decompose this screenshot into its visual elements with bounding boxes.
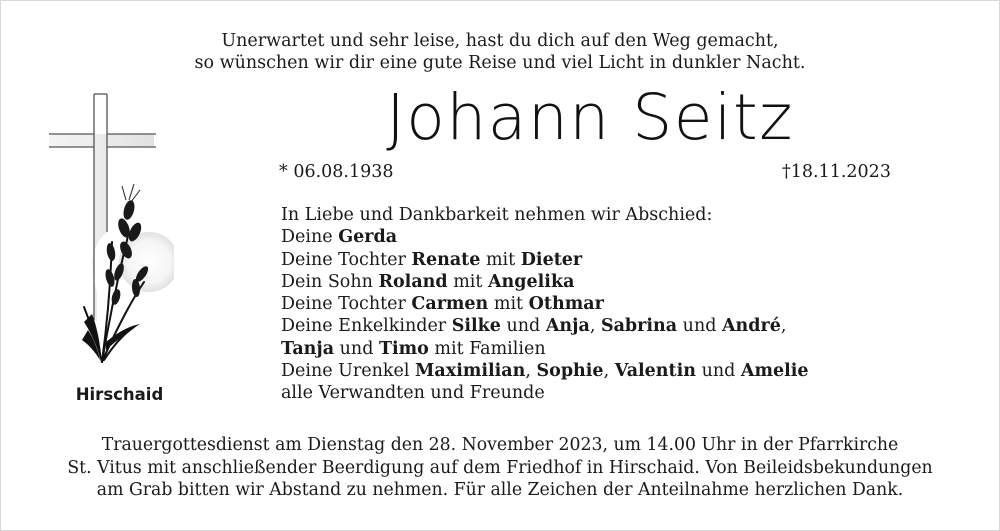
mourner-name: Sophie: [536, 361, 604, 382]
cross-with-wheat-icon: [44, 92, 174, 367]
death-cross-icon: †: [782, 162, 791, 182]
mourner-text: und: [696, 361, 741, 382]
mourner-text: ,: [780, 316, 787, 337]
mourner-line: [281, 315, 809, 337]
funeral-notice-line-2: St. Vitus mit anschließender Beerdigung auf dem Friedhof in Hirschaid. Von Beileidsbekundungen: [67, 457, 933, 478]
mourner-text: mit: [488, 294, 529, 315]
mourner-line: [281, 382, 809, 404]
mourner-text: Dein Sohn: [281, 271, 379, 292]
funeral-notice-line-3: am Grab bitten wir Abstand zu nehmen. Für alle Zeichen der Anteilnahme herzlichen Dank.: [96, 480, 904, 500]
deceased-name: Johann Seitz: [386, 81, 794, 154]
birth-star-icon: *: [279, 162, 288, 182]
mourner-line: [281, 293, 809, 315]
death-date: [782, 162, 891, 182]
poem: [150, 30, 850, 74]
mourner-name: Amelie: [740, 361, 809, 382]
mourner-name: Timo: [378, 338, 429, 359]
mourner-text: Deine Tochter: [281, 249, 412, 270]
mourner-line: [281, 360, 809, 382]
mourner-line: [281, 249, 809, 271]
birth-date-value: 06.08.1938: [293, 162, 394, 182]
poem-line-1: Unerwartet und sehr leise, hast du dich auf den Weg gemacht,: [221, 31, 779, 51]
mourner-text: mit: [480, 249, 521, 270]
mourner-text: alle Verwandten und Freunde: [281, 383, 545, 404]
mourner-name: Renate: [411, 249, 481, 270]
mourner-text: Deine Tochter: [281, 294, 412, 315]
funeral-notice: [60, 434, 940, 502]
mourner-text: und: [677, 316, 722, 337]
mourner-name: Valentin: [614, 361, 696, 382]
mourner-name: Gerda: [338, 227, 398, 248]
mourner-line: [281, 271, 809, 293]
mourner-name: Roland: [378, 271, 448, 292]
mourner-name: Anja: [545, 316, 590, 337]
mourner-line: [281, 226, 809, 248]
mourner-text: ,: [525, 361, 537, 382]
mourner-name: Maximilian: [415, 361, 526, 382]
mourner-text: mit Familien: [428, 338, 546, 359]
mourner-name: Angelika: [487, 271, 575, 292]
mourner-line: [281, 338, 809, 360]
mourner-text: Deine Urenkel: [281, 361, 416, 382]
mourner-text: ,: [589, 316, 601, 337]
poem-line-2: so wünschen wir dir eine gute Reise und viel Licht in dunkler Nacht.: [194, 53, 806, 73]
mourner-text: und: [334, 338, 379, 359]
mourner-name: Othmar: [528, 294, 604, 315]
place-name: Hirschaid: [75, 385, 164, 404]
mourner-text: Deine: [281, 227, 339, 248]
mourner-name: Silke: [451, 316, 501, 337]
mourner-text: mit: [447, 271, 488, 292]
mourners-list: [281, 204, 809, 405]
mourner-text: und: [500, 316, 546, 337]
mourner-name: Dieter: [520, 249, 583, 270]
mourner-name: Sabrina: [600, 316, 678, 337]
mourner-name: André: [721, 316, 781, 337]
funeral-notice-line-1: Trauergottesdienst am Dienstag den 28. November 2023, um 14.00 Uhr in der Pfarrkirche: [101, 435, 899, 455]
mourners-intro: In Liebe und Dankbarkeit nehmen wir Abschied:: [281, 205, 713, 225]
mourner-text: ,: [603, 361, 615, 382]
mourner-name: Carmen: [411, 294, 489, 315]
death-date-value: 18.11.2023: [790, 162, 891, 182]
birth-date: [279, 162, 394, 182]
mourner-name: Tanja: [281, 338, 335, 359]
mourner-text: Deine Enkelkinder: [281, 316, 452, 337]
